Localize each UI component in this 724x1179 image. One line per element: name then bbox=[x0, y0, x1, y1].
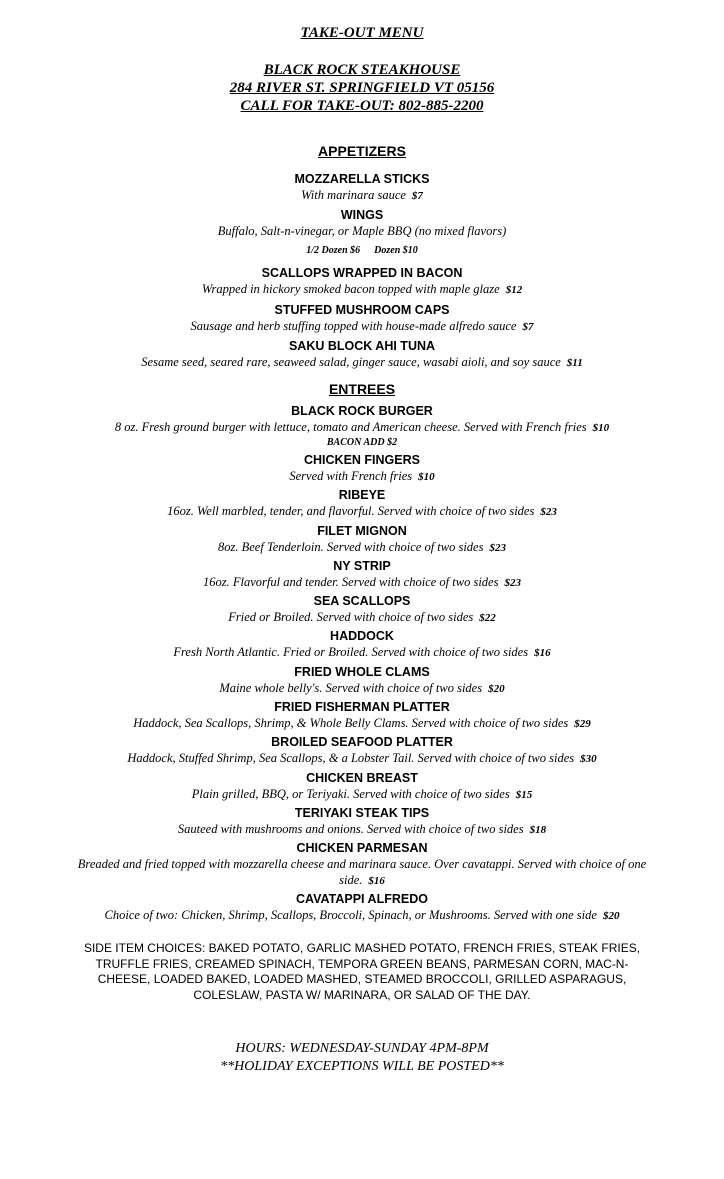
entrees-title-block bbox=[0, 381, 724, 397]
section-title-entrees: ENTREES bbox=[328, 381, 396, 397]
appetizer-item bbox=[0, 171, 724, 204]
entree-item bbox=[0, 770, 724, 803]
item-name: HADDOCK bbox=[330, 629, 394, 643]
menu-title-block bbox=[0, 24, 724, 42]
item-description: Wrapped in hickory smoked bacon topped with maple glaze $12 bbox=[201, 282, 523, 296]
hours-line: HOURS: WEDNESDAY-SUNDAY 4PM-8PM bbox=[235, 1041, 489, 1056]
restaurant-header bbox=[0, 61, 724, 115]
appetizer-item bbox=[0, 265, 724, 298]
item-price: $12 bbox=[505, 284, 523, 296]
item-name: RIBEYE bbox=[338, 488, 386, 502]
item-price: $29 bbox=[574, 718, 591, 730]
item-description: Maine whole belly's. Served with choice of two sides $20 bbox=[219, 681, 505, 695]
entree-item bbox=[0, 558, 724, 591]
item-description: Fried or Broiled. Served with choice of two sides $22 bbox=[228, 610, 496, 624]
item-description: Plain grilled, BBQ, or Teriyaki. Served with choice of two sides $15 bbox=[191, 787, 533, 801]
item-name: MOZZARELLA STICKS bbox=[294, 172, 430, 186]
item-name: SAKU BLOCK AHI TUNA bbox=[288, 339, 436, 353]
appetizer-item bbox=[0, 302, 724, 335]
entree-item bbox=[0, 699, 724, 732]
item-description: 16oz. Flavorful and tender. Served with choice of two sides $23 bbox=[203, 575, 521, 589]
entree-item bbox=[0, 805, 724, 838]
entree-item bbox=[0, 452, 724, 485]
entree-item bbox=[0, 840, 724, 889]
item-price: $16 bbox=[534, 647, 551, 659]
side-choices-block bbox=[0, 941, 724, 1003]
item-name: SCALLOPS WRAPPED IN BACON bbox=[261, 266, 463, 280]
item-description: Buffalo, Salt-n-vinegar, or Maple BBQ (no mixed flavors) bbox=[217, 224, 507, 238]
item-price: $7 bbox=[411, 190, 423, 202]
item-description: Sesame seed, seared rare, seaweed salad, ginger sauce, wasabi aioli, and soy sauce $11 bbox=[141, 355, 583, 369]
item-name: CAVATAPPI ALFREDO bbox=[296, 892, 428, 906]
appetizer-item bbox=[0, 207, 724, 257]
item-description: Haddock, Sea Scallops, Shrimp, & Whole Belly Clams. Served with choice of two sides $29 bbox=[133, 716, 591, 730]
entree-item bbox=[0, 523, 724, 556]
entree-item bbox=[0, 487, 724, 520]
restaurant-name: BLACK ROCK STEAKHOUSE bbox=[263, 62, 461, 78]
item-price: $7 bbox=[522, 321, 534, 333]
item-description: 8oz. Beef Tenderloin. Served with choice of two sides $23 bbox=[218, 540, 506, 554]
item-price: $23 bbox=[540, 506, 557, 518]
item-price: $23 bbox=[504, 577, 521, 589]
item-description: Sauteed with mushrooms and onions. Served with choice of two sides $18 bbox=[177, 822, 547, 836]
side-choices: SIDE ITEM CHOICES: BAKED POTATO, GARLIC MASHED POTATO, FRENCH FRIES, STEAK FRIES, TRUFFLE FRIES, CREAMED SPINACH, TEMPORA GREEN BEANS, PARMESAN CORN, MAC-N-CHEESE, LOADED BAKED, LOADED MASHED, STEAMED BROCCOLI, GRILLED ASPARAGUS, COLESLAW, PASTA W/ MARINARA, OR SALAD OF THE DAY. bbox=[83, 941, 641, 1002]
item-price: $18 bbox=[529, 824, 547, 836]
entree-item bbox=[0, 734, 724, 767]
appetizer-item bbox=[0, 338, 724, 371]
item-description: Served with French fries $10 bbox=[289, 469, 435, 483]
item-description: 8 oz. Fresh ground burger with lettuce, tomato and American cheese. Served with French fries $10 bbox=[114, 420, 610, 434]
item-price: $10 bbox=[592, 422, 610, 434]
item-description: Haddock, Stuffed Shrimp, Sea Scallops, & a Lobster Tail. Served with choice of two sides $30 bbox=[127, 751, 597, 765]
item-price: $22 bbox=[479, 612, 496, 624]
item-name: SEA SCALLOPS bbox=[313, 594, 411, 608]
item-name: CHICKEN FINGERS bbox=[304, 453, 420, 467]
item-price: $16 bbox=[368, 875, 385, 887]
item-price: $20 bbox=[488, 683, 505, 695]
item-name: WINGS bbox=[340, 208, 384, 222]
item-name: TERIYAKI STEAK TIPS bbox=[294, 806, 430, 820]
item-price: $11 bbox=[566, 357, 583, 369]
item-name: NY STRIP bbox=[333, 559, 391, 573]
item-price: $20 bbox=[602, 910, 620, 922]
restaurant-address: 284 RIVER ST. SPRINGFIELD VT 05156 bbox=[229, 80, 495, 96]
item-price: $30 bbox=[580, 753, 597, 765]
entree-item bbox=[0, 891, 724, 924]
item-name: STUFFED MUSHROOM CAPS bbox=[274, 303, 450, 317]
item-price: $10 bbox=[418, 471, 435, 483]
holiday-note: **HOLIDAY EXCEPTIONS WILL BE POSTED** bbox=[220, 1059, 504, 1074]
item-description: Breaded and fried topped with mozzarella cheese and marinara sauce. Over cavatappi. Served with choice of one side. $16 bbox=[77, 857, 647, 887]
entree-item bbox=[0, 664, 724, 697]
item-name: CHICKEN BREAST bbox=[306, 771, 418, 785]
item-description: Choice of two: Chicken, Shrimp, Scallops, Broccoli, Spinach, or Mushrooms. Served with one side $20 bbox=[104, 908, 620, 922]
item-name: BROILED SEAFOOD PLATTER bbox=[271, 735, 453, 749]
item-price: $23 bbox=[489, 542, 506, 554]
wings-prices: 1/2 Dozen $6 Dozen $10 bbox=[306, 245, 418, 256]
entree-item bbox=[0, 628, 724, 661]
entree-item bbox=[0, 593, 724, 626]
item-description: Sausage and herb stuffing topped with house-made alfredo sauce $7 bbox=[190, 319, 534, 333]
item-description: With marinara sauce $7 bbox=[301, 188, 423, 202]
restaurant-phone: CALL FOR TAKE-OUT: 802-885-2200 bbox=[240, 98, 484, 114]
appetizers-title-block bbox=[0, 143, 724, 159]
entree-item bbox=[0, 403, 724, 449]
menu-title: TAKE-OUT MENU bbox=[300, 25, 424, 41]
item-price: $15 bbox=[515, 789, 533, 801]
bacon-add-note: BACON ADD $2 bbox=[326, 437, 398, 448]
item-description: 16oz. Well marbled, tender, and flavorful. Served with choice of two sides $23 bbox=[167, 504, 557, 518]
hours-block bbox=[0, 1040, 724, 1076]
item-name: FRIED WHOLE CLAMS bbox=[294, 665, 430, 679]
item-name: BLACK ROCK BURGER bbox=[291, 404, 433, 418]
item-description: Fresh North Atlantic. Fried or Broiled. Served with choice of two sides $16 bbox=[173, 645, 551, 659]
section-title-appetizers: APPETIZERS bbox=[318, 143, 406, 159]
item-name: FRIED FISHERMAN PLATTER bbox=[274, 700, 450, 714]
item-name: CHICKEN PARMESAN bbox=[296, 841, 428, 855]
item-name: FILET MIGNON bbox=[317, 524, 407, 538]
